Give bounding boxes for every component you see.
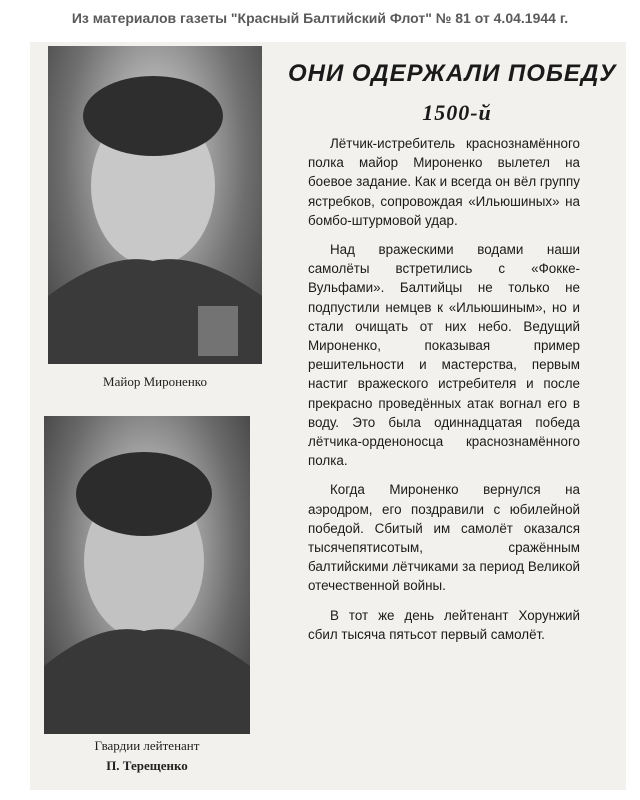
photo-caption: Майор Мироненко [103,374,207,389]
portrait-photo-mironenko [48,46,262,364]
article-headline: ОНИ ОДЕРЖАЛИ ПОБЕДУ [288,60,617,87]
article-subheadline: 1500-й [422,100,492,125]
portrait-image [48,46,262,364]
photo-caption: Гвардии лейтенант [94,738,200,753]
newspaper-clipping [30,42,626,790]
article-body [308,134,580,654]
article-paragraph: Когда Мироненко вернулся на аэродром, его поздравили с юбилейной победой. Сбитый им самолёт оказался тысячепятисотым, сражённым балтийскими лётчиками за период Великой отечественной войны. [308,482,580,594]
article-paragraph: В тот же день лейтенант Хорунжий сбил тысяча пятьсот первый самолёт. [308,607,580,642]
photo-caption: П. Терещенко [106,758,188,773]
portrait-photo-tereshchenko [44,416,250,734]
portrait-image [44,416,250,734]
article-paragraph: Лётчик-истребитель краснознамённого полка майор Мироненко вылетел на боевое задание. Как и всегда он вёл группу ястребков, сопровождая «Ильюшиных» на бомбо-штурмовой удар. [308,136,580,228]
article-paragraph: Над вражескими водами наши самолёты встретились с «Фокке-Вульфами». Балтийцы не только не подпустили немцев к «Ильюшиным», но и стали очищать от них небо. Ведущий Мироненко, показывая пример решительности и мастерства, первым настиг вражеского истребителя и после прекрасно проведённых атак вогнал его в воду. Это была одиннадцатая победа лётчика-орденоносца краснознамённого полка. [308,242,580,469]
source-note: Из материалов газеты "Красный Балтийский Флот" № 81 от 4.04.1944 г. [71,10,569,26]
